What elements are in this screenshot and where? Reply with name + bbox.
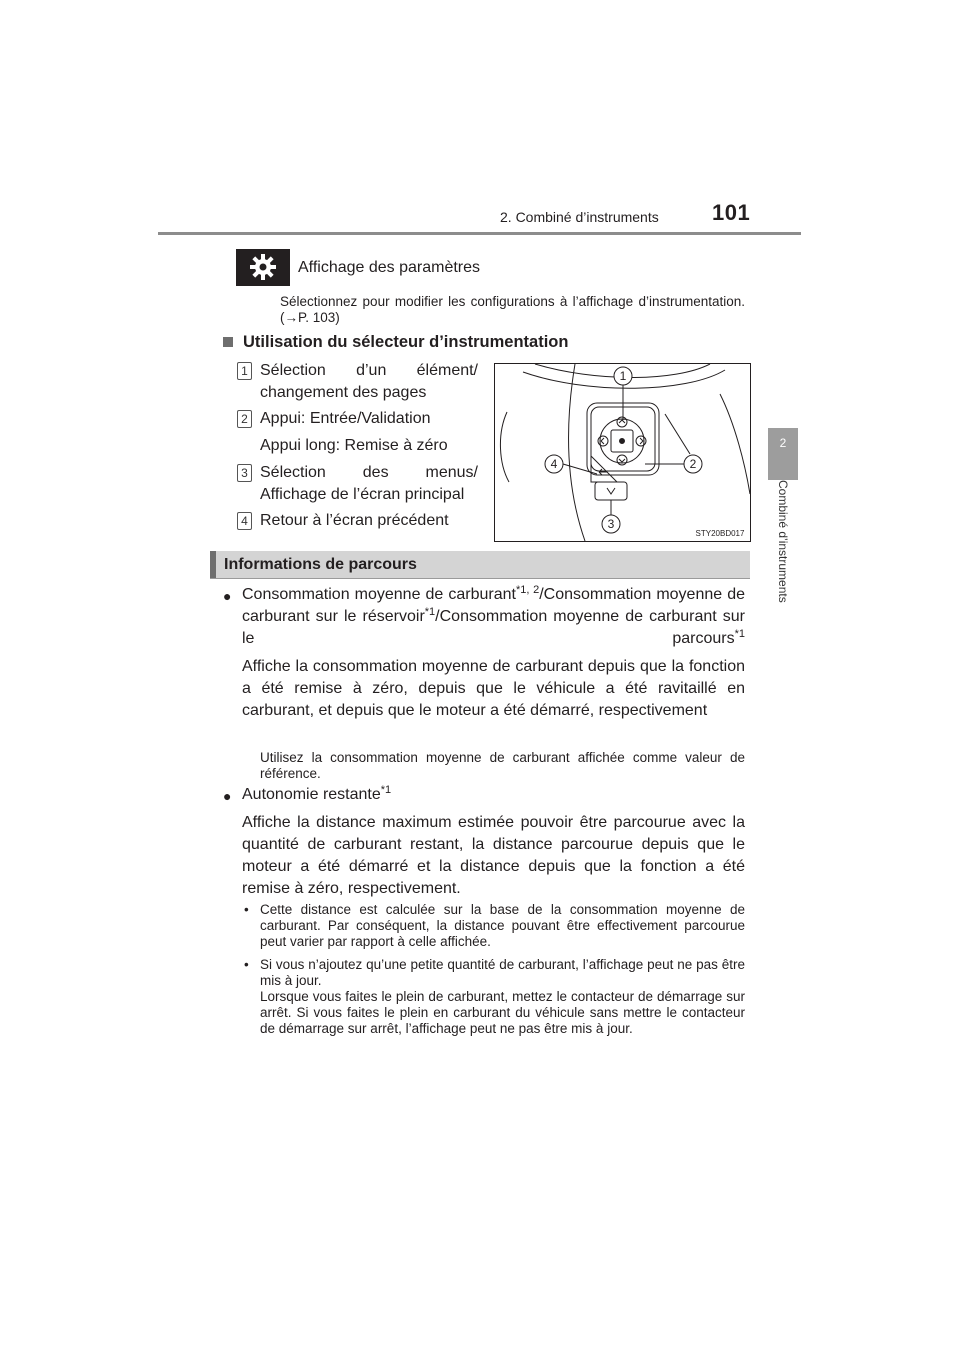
item-line: Sélection des menus/ <box>260 464 478 481</box>
range-heading: Autonomie restante$^{*1}$ <box>242 784 392 803</box>
note-dot: • <box>244 902 249 917</box>
range-note-2a: Si vous n’ajoutez qu’une petite quantité de carburant, l’affichage peut ne pas être mis à jour. <box>260 957 745 988</box>
consumption-body: Affiche la consommation moyenne de carburant depuis que la fonction a été remise à zéro, depuis que le véhicule a été ravitaillé en carburant, et depuis que le moteur a été démarré, respectivement <box>242 658 745 719</box>
settings-icon-box <box>236 249 290 286</box>
item-number: 1 <box>237 362 252 380</box>
chapter-tab-number: 2 <box>779 436 787 450</box>
info-band-rule <box>210 578 750 579</box>
callout-2: 2 <box>689 457 697 471</box>
callout-4: 4 <box>550 457 558 471</box>
section-marker <box>223 337 233 347</box>
item-line: Retour à l’écran précédent <box>260 512 449 529</box>
callout-1: 1 <box>619 369 627 383</box>
item-line: changement des pages <box>260 384 427 401</box>
range-note-1: Cette distance est calculée sur la base de la consommation moyenne de carburant. Par conséquent, la distance pouvant être effectivement parcourue peut varier par rapport à celle affichée. <box>260 902 745 949</box>
range-body: Affiche la distance maximum estimée pouvoir être parcourue avec la quantité de carburant restant, la distance parcourue depuis que le moteur a été démarré et la distance depuis que la fonction a été remise à zéro, respectivement. <box>242 814 745 897</box>
chapter-title: 2. Combiné d’instruments <box>500 209 659 225</box>
note-dot: • <box>244 957 249 972</box>
steering-switch-drawing <box>495 364 750 541</box>
info-title: Informations de parcours <box>224 556 417 573</box>
section-title: Utilisation du sélecteur d’instrumentation <box>243 333 569 351</box>
item-line: Appui long: Remise à zéro <box>260 437 448 454</box>
callout-3: 3 <box>607 517 615 531</box>
bullet-icon: ● <box>223 588 232 604</box>
consumption-note: Utilisez la consommation moyenne de carburant affichée comme valeur de référence. <box>260 750 745 781</box>
page-number: 101 <box>712 200 751 225</box>
bullet-icon: ● <box>223 788 232 804</box>
item-line: Affichage de l’écran principal <box>260 486 465 503</box>
consumption-heading: Consommation moyenne de carburant$^{*1, 2}$/Consommation moyenne de carburant sur le réservoir$^{*1}$/Consommation moyenne de carburant sur le parcours$^{*1}$ <box>242 584 745 647</box>
item-number: 2 <box>237 410 252 428</box>
info-band-marker <box>210 551 216 578</box>
settings-description: Sélectionnez pour modifier les configurations à l’affichage d’instrumentation. (→P. 103) <box>280 294 745 325</box>
steering-switch-figure <box>494 363 751 542</box>
range-note-2b: Lorsque vous faites le plein de carburant, mettez le contacteur de démarrage sur arrêt. Si vous faites le plein en carburant du véhicule sans mettre le contacteur de démarrage sur arrêt, l’affichage peut ne pas être mis à jour. <box>260 989 745 1036</box>
item-line: Appui: Entrée/Validation <box>260 410 431 427</box>
item-line: Sélection d’un élément/ <box>260 362 478 379</box>
item-number: 4 <box>237 512 252 530</box>
figure-code: STY20BD017 <box>695 529 745 538</box>
chapter-tab-label: Combiné d’instruments <box>776 480 790 603</box>
item-number: 3 <box>237 464 252 482</box>
settings-title: Affichage des paramètres <box>298 259 481 276</box>
gear-icon <box>249 253 277 281</box>
header-rule <box>158 232 801 235</box>
